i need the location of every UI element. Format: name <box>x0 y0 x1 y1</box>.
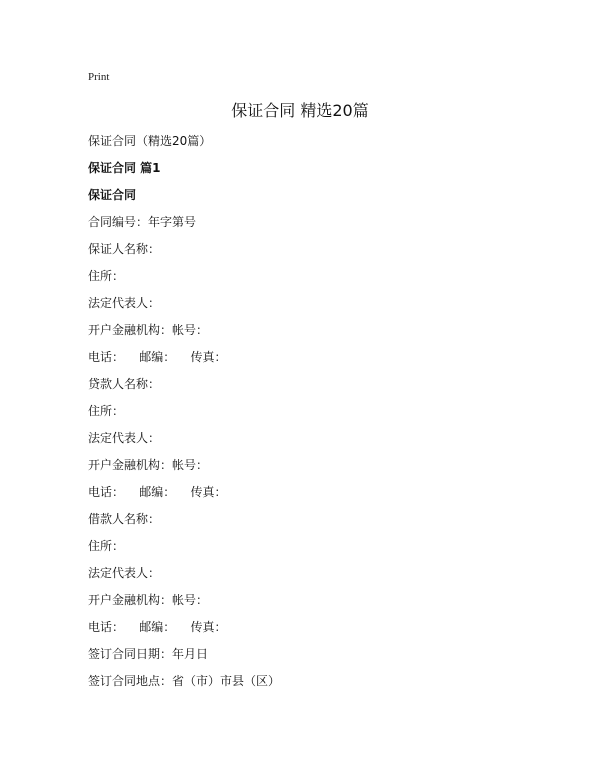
body-line: 保证人名称： <box>88 242 161 256</box>
body-line: 法定代表人： <box>88 431 161 445</box>
document-title: 保证合同 精选20篇 <box>231 101 369 120</box>
body-line: 签订合同日期：年月日 <box>88 647 209 661</box>
body-line: 合同编号：年字第号 <box>88 215 197 229</box>
body-line: 住所： <box>88 539 125 553</box>
body-line: 住所： <box>88 404 125 418</box>
body-line: 签订合同地点：省（市）市县（区） <box>88 674 281 688</box>
section-heading: 保证合同 篇1 <box>88 161 161 175</box>
print-label: Print <box>88 71 110 83</box>
body-line: 法定代表人： <box>88 296 161 310</box>
body-line: 电话： 邮编： 传真： <box>88 350 227 364</box>
body-line: 电话： 邮编： 传真： <box>88 620 227 634</box>
body-line: 开户金融机构：帐号： <box>88 458 209 472</box>
body-line: 住所： <box>88 269 125 283</box>
body-line: 保证合同（精选20篇） <box>88 134 212 148</box>
body-line: 开户金融机构：帐号： <box>88 593 209 607</box>
body-line: 借款人名称： <box>88 512 161 526</box>
body-line: 开户金融机构：帐号： <box>88 323 209 337</box>
body-line: 法定代表人： <box>88 566 161 580</box>
body-line: 电话： 邮编： 传真： <box>88 485 227 499</box>
body-line: 贷款人名称： <box>88 377 161 391</box>
document-body <box>88 131 528 698</box>
section-heading: 保证合同 <box>88 188 137 202</box>
